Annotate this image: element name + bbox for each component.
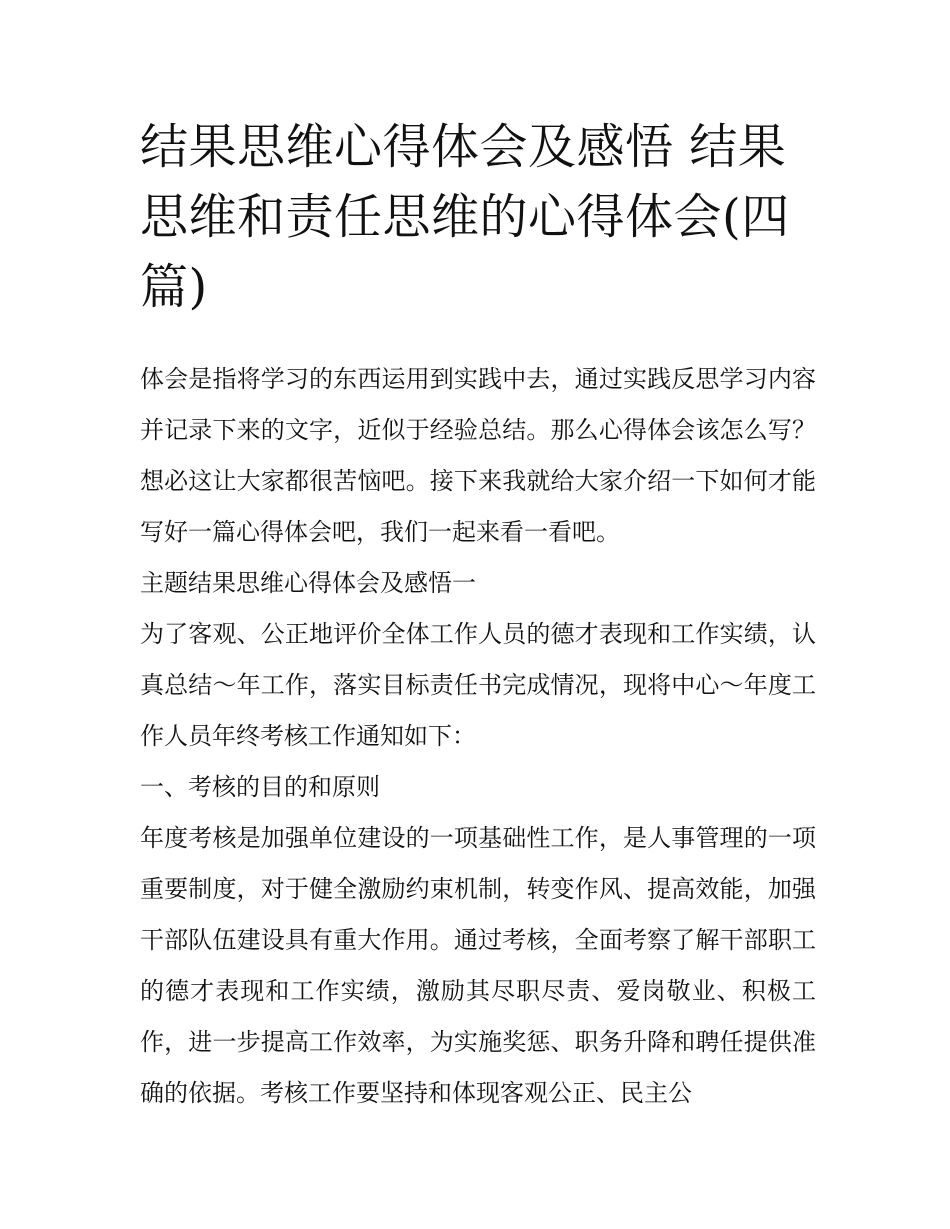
intro-paragraph: 体会是指将学习的东西运用到实践中去，通过实践反思学习内容并记录下来的文字，近似于经验总结。那么心得体会该怎么写？想必这让大家都很苦恼吧。接下来我就给大家介绍一下如何才能写好一篇心得体会吧，我们一起来看一看吧。 [140,365,816,546]
section-heading-purpose: 一、考核的目的和原则 [140,773,380,801]
section-heading-1: 主题结果思维心得体会及感悟一 [140,569,476,597]
purpose-paragraph: 年度考核是加强单位建设的一项基础性工作，是人事管理的一项重要制度，对于健全激励约束机制，转变作风、提高效能，加强干部队伍建设具有重大作用。通过考核，全面考察了解干部职工的德才表现和工作实绩，激励其尽职尽责、爱岗敬业、积极工作，进一步提高工作效率，为实施奖惩、职务升降和聘任提供准确的依据。考核工作要坚持和体现客观公正、民主公 [140,824,816,1107]
document-body [140,354,816,1119]
notice-paragraph: 为了客观、公正地评价全体工作人员的德才表现和工作实绩，认真总结～年工作，落实目标责任书完成情况，现将中心～年度工作人员年终考核工作通知如下： [140,620,816,750]
document-title: 结果思维心得体会及感悟 结果思维和责任思维的心得体会(四篇) [140,119,790,315]
